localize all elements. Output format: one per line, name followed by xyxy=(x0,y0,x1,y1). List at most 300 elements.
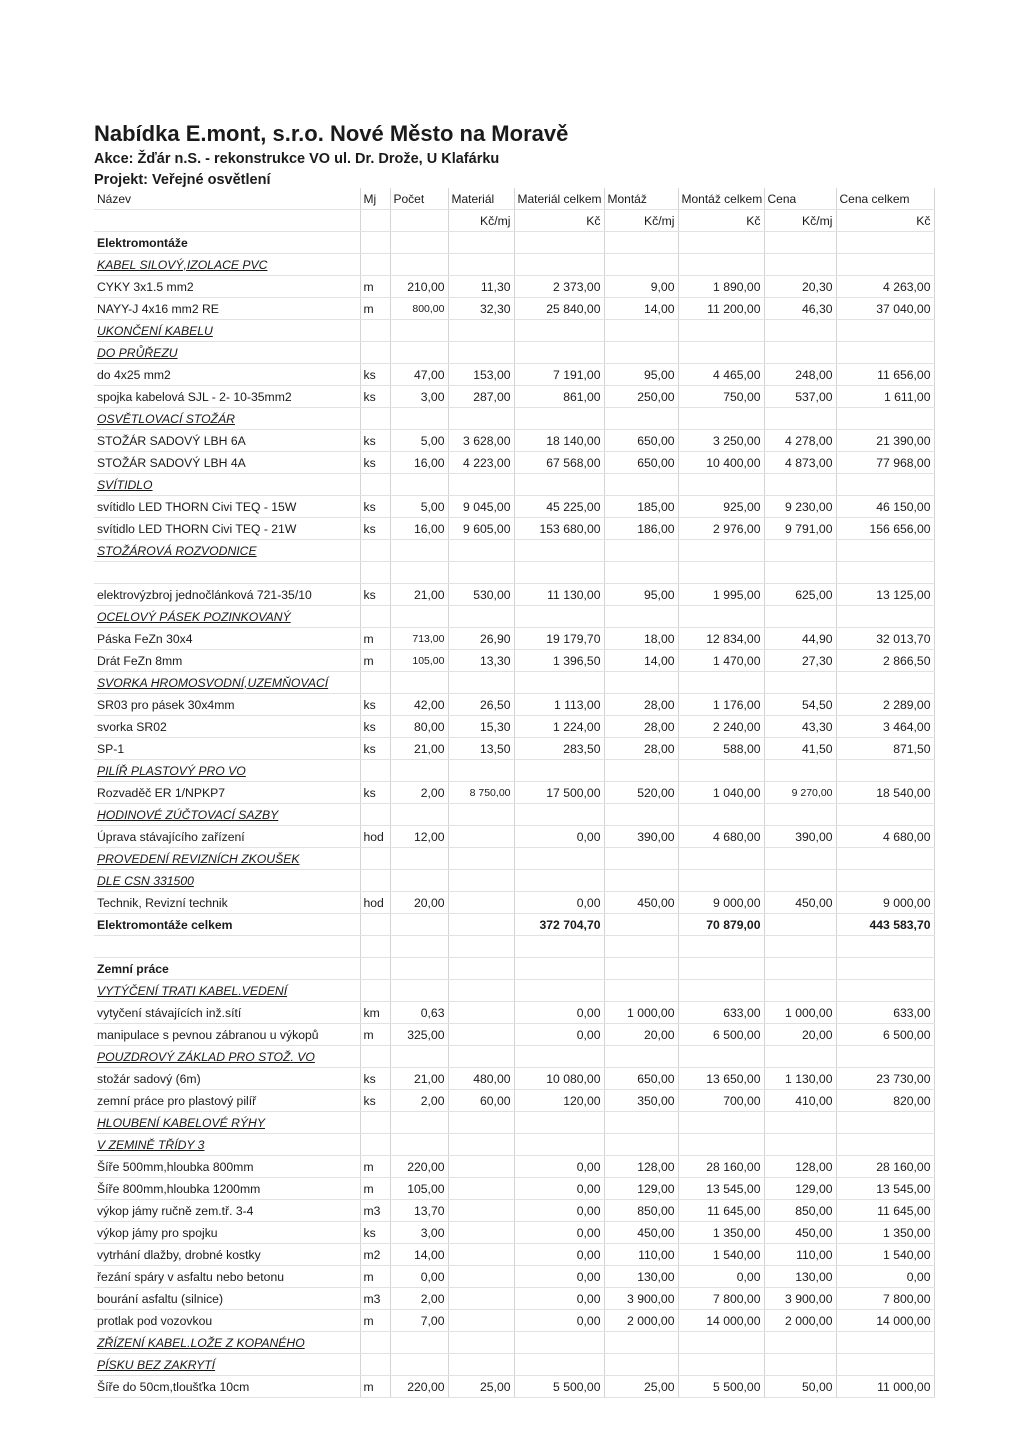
blank-item-name-cell xyxy=(94,562,360,584)
sub-price-cell xyxy=(764,474,836,496)
sub-material-price-cell xyxy=(448,1112,514,1134)
table-row xyxy=(94,1178,934,1200)
labor-price-cell: 1 000,00 xyxy=(604,1002,678,1024)
material-total-cell: 120,00 xyxy=(514,1090,604,1112)
labor-total-cell: 28 160,00 xyxy=(678,1156,764,1178)
sub-quantity-cell xyxy=(390,342,448,364)
material-total-cell: 0,00 xyxy=(514,1244,604,1266)
material-total-cell: 10 080,00 xyxy=(514,1068,604,1090)
unit-cell: m xyxy=(360,1376,390,1398)
sub-price-total-cell xyxy=(836,804,934,826)
col-header-material-total: Materiál celkem xyxy=(514,188,604,210)
quantity-cell: 47,00 xyxy=(390,364,448,386)
material-total-cell: 0,00 xyxy=(514,1024,604,1046)
section-header-row xyxy=(94,958,934,980)
sub-labor-total-cell xyxy=(678,606,764,628)
table-row xyxy=(94,1156,934,1178)
price-cell: 2 000,00 xyxy=(764,1310,836,1332)
subsection-row xyxy=(94,254,934,276)
sub-labor-total-cell xyxy=(678,980,764,1002)
sub-item-name-cell: SVORKA HROMOSVODNÍ,UZEMŇOVACÍ xyxy=(94,672,360,694)
sub-price-cell xyxy=(764,606,836,628)
unit-cell: km xyxy=(360,1002,390,1024)
quantity-cell: 16,00 xyxy=(390,518,448,540)
blank-material-price-cell xyxy=(448,936,514,958)
blank-labor-total-cell xyxy=(678,936,764,958)
price-total-cell: 4 680,00 xyxy=(836,826,934,848)
labor-total-cell: 14 000,00 xyxy=(678,1310,764,1332)
sub-quantity-cell xyxy=(390,320,448,342)
price-cell: 129,00 xyxy=(764,1178,836,1200)
sub-quantity-cell xyxy=(390,540,448,562)
sub-material-price-cell xyxy=(448,1046,514,1068)
table-row xyxy=(94,738,934,760)
sub-unit-cell xyxy=(360,342,390,364)
quantity-cell: 5,00 xyxy=(390,496,448,518)
table-row xyxy=(94,1024,934,1046)
material-price-cell: 60,00 xyxy=(448,1090,514,1112)
price-cell: 390,00 xyxy=(764,826,836,848)
price-total-cell: 1 611,00 xyxy=(836,386,934,408)
sub-material-total-cell xyxy=(514,1112,604,1134)
sec-price-cell xyxy=(764,958,836,980)
sub-labor-price-cell xyxy=(604,1332,678,1354)
col-header-montaz-total: Montáž celkem xyxy=(678,188,764,210)
unit-row xyxy=(94,210,934,232)
labor-total-cell: 6 500,00 xyxy=(678,1024,764,1046)
price-cell: 850,00 xyxy=(764,1200,836,1222)
sub-material-total-cell xyxy=(514,760,604,782)
tot-material-total-cell: 372 704,70 xyxy=(514,914,604,936)
unit-cell: m xyxy=(360,298,390,320)
material-price-cell xyxy=(448,1310,514,1332)
price-total-cell: 2 866,50 xyxy=(836,650,934,672)
blank-quantity-cell xyxy=(390,562,448,584)
action-line: Akce: Žďár n.S. - rekonstrukce VO ul. Dr. Drože, U Klafárku xyxy=(94,151,500,167)
price-total-cell: 37 040,00 xyxy=(836,298,934,320)
material-total-cell: 0,00 xyxy=(514,1288,604,1310)
material-total-cell: 0,00 xyxy=(514,1200,604,1222)
sub-unit-cell xyxy=(360,804,390,826)
unit-cell: ks xyxy=(360,738,390,760)
price-cell: 1 130,00 xyxy=(764,1068,836,1090)
sub-material-total-cell xyxy=(514,474,604,496)
sub-material-total-cell xyxy=(514,408,604,430)
item-name-cell: vytrhání dlažby, drobné kostky xyxy=(94,1244,360,1266)
sub-labor-total-cell xyxy=(678,540,764,562)
labor-price-cell: 185,00 xyxy=(604,496,678,518)
labor-price-cell: 186,00 xyxy=(604,518,678,540)
material-price-cell xyxy=(448,1024,514,1046)
labor-price-cell: 128,00 xyxy=(604,1156,678,1178)
sub-price-cell xyxy=(764,804,836,826)
labor-price-cell: 95,00 xyxy=(604,364,678,386)
sub-price-cell xyxy=(764,1332,836,1354)
tot-price-total-cell: 443 583,70 xyxy=(836,914,934,936)
quantity-cell: 21,00 xyxy=(390,1068,448,1090)
unit-cell: m xyxy=(360,1156,390,1178)
material-price-cell: 25,00 xyxy=(448,1376,514,1398)
item-name-cell: Šíře 500mm,hloubka 800mm xyxy=(94,1156,360,1178)
price-cell: 128,00 xyxy=(764,1156,836,1178)
table-row xyxy=(94,1376,934,1398)
unit-cell: Kč/mj xyxy=(764,210,836,232)
labor-total-cell: 13 545,00 xyxy=(678,1178,764,1200)
price-total-cell: 1 350,00 xyxy=(836,1222,934,1244)
price-total-cell: 28 160,00 xyxy=(836,1156,934,1178)
sub-quantity-cell xyxy=(390,254,448,276)
table-row xyxy=(94,650,934,672)
item-name-cell: Páska FeZn 30x4 xyxy=(94,628,360,650)
price-total-cell: 21 390,00 xyxy=(836,430,934,452)
sub-labor-total-cell xyxy=(678,870,764,892)
unit-cell: Kč/mj xyxy=(604,210,678,232)
subsection-row xyxy=(94,540,934,562)
col-header-mj: Mj xyxy=(360,188,390,210)
price-cell: 46,30 xyxy=(764,298,836,320)
sub-material-total-cell xyxy=(514,1046,604,1068)
labor-total-cell: 3 250,00 xyxy=(678,430,764,452)
sub-labor-total-cell xyxy=(678,760,764,782)
sub-item-name-cell: KABEL SILOVÝ,IZOLACE PVC xyxy=(94,254,360,276)
sub-item-name-cell: PILÍŘ PLASTOVÝ PRO VO xyxy=(94,760,360,782)
unit-cell: m xyxy=(360,628,390,650)
labor-total-cell: 9 000,00 xyxy=(678,892,764,914)
sub-price-total-cell xyxy=(836,320,934,342)
material-total-cell: 861,00 xyxy=(514,386,604,408)
blank-labor-price-cell xyxy=(604,562,678,584)
labor-total-cell: 2 240,00 xyxy=(678,716,764,738)
price-cell: 9 791,00 xyxy=(764,518,836,540)
sec-material-total-cell xyxy=(514,958,604,980)
sub-unit-cell xyxy=(360,254,390,276)
price-cell: 41,50 xyxy=(764,738,836,760)
unit-cell: Kč xyxy=(514,210,604,232)
quantity-cell: 3,00 xyxy=(390,386,448,408)
item-name-cell: Úprava stávajícího zařízení xyxy=(94,826,360,848)
labor-total-cell: 1 995,00 xyxy=(678,584,764,606)
blank-material-total-cell xyxy=(514,562,604,584)
labor-price-cell: 129,00 xyxy=(604,1178,678,1200)
labor-price-cell: 14,00 xyxy=(604,298,678,320)
sub-item-name-cell: HODINOVÉ ZÚČTOVACÍ SAZBY xyxy=(94,804,360,826)
subsection-row xyxy=(94,804,934,826)
subsection-row xyxy=(94,1354,934,1376)
sub-labor-price-cell xyxy=(604,980,678,1002)
unit-cell: m xyxy=(360,1178,390,1200)
labor-price-cell: 850,00 xyxy=(604,1200,678,1222)
sub-material-price-cell xyxy=(448,1354,514,1376)
sub-material-price-cell xyxy=(448,474,514,496)
price-total-cell: 18 540,00 xyxy=(836,782,934,804)
price-cell: 130,00 xyxy=(764,1266,836,1288)
subsection-row xyxy=(94,320,934,342)
material-total-cell: 2 373,00 xyxy=(514,276,604,298)
sub-labor-total-cell xyxy=(678,320,764,342)
sub-price-cell xyxy=(764,320,836,342)
table-row xyxy=(94,1310,934,1332)
price-total-cell: 23 730,00 xyxy=(836,1068,934,1090)
sec-labor-price-cell xyxy=(604,232,678,254)
quantity-cell: 220,00 xyxy=(390,1376,448,1398)
blank-material-total-cell xyxy=(514,936,604,958)
item-name-cell: bourání asfaltu (silnice) xyxy=(94,1288,360,1310)
sub-material-total-cell xyxy=(514,606,604,628)
price-total-cell: 11 645,00 xyxy=(836,1200,934,1222)
table-row xyxy=(94,430,934,452)
material-total-cell: 0,00 xyxy=(514,1178,604,1200)
item-name-cell: spojka kabelová SJL - 2- 10-35mm2 xyxy=(94,386,360,408)
material-total-cell: 0,00 xyxy=(514,826,604,848)
item-name-cell: NAYY-J 4x16 mm2 RE xyxy=(94,298,360,320)
sub-item-name-cell: V ZEMINĚ TŘÍDY 3 xyxy=(94,1134,360,1156)
price-cell: 54,50 xyxy=(764,694,836,716)
material-price-cell: 153,00 xyxy=(448,364,514,386)
material-price-cell xyxy=(448,1244,514,1266)
quantity-cell: 20,00 xyxy=(390,892,448,914)
sub-labor-price-cell xyxy=(604,1134,678,1156)
table-row xyxy=(94,1200,934,1222)
sub-item-name-cell: OCELOVÝ PÁSEK POZINKOVANÝ xyxy=(94,606,360,628)
table-row xyxy=(94,716,934,738)
table-row xyxy=(94,694,934,716)
unit-cell: m xyxy=(360,1310,390,1332)
quantity-cell: 105,00 xyxy=(390,1178,448,1200)
unit-cell: ks xyxy=(360,518,390,540)
unit-cell: ks xyxy=(360,386,390,408)
unit-cell: m2 xyxy=(360,1244,390,1266)
material-price-cell xyxy=(448,1178,514,1200)
unit-cell: ks xyxy=(360,584,390,606)
labor-total-cell: 7 800,00 xyxy=(678,1288,764,1310)
sub-item-name-cell: PROVEDENÍ REVIZNÍCH ZKOUŠEK xyxy=(94,848,360,870)
sub-labor-total-cell xyxy=(678,804,764,826)
material-price-cell: 3 628,00 xyxy=(448,430,514,452)
sub-labor-total-cell xyxy=(678,1134,764,1156)
sub-material-price-cell xyxy=(448,408,514,430)
price-cell: 450,00 xyxy=(764,1222,836,1244)
sub-material-total-cell xyxy=(514,848,604,870)
quantity-cell: 210,00 xyxy=(390,276,448,298)
sub-material-total-cell xyxy=(514,980,604,1002)
sec-unit-cell xyxy=(360,958,390,980)
price-total-cell: 1 540,00 xyxy=(836,1244,934,1266)
item-name-cell: svítidlo LED THORN Civi TEQ - 21W xyxy=(94,518,360,540)
item-name-cell: stožár sadový (6m) xyxy=(94,1068,360,1090)
sub-material-price-cell xyxy=(448,848,514,870)
unit-cell: ks xyxy=(360,452,390,474)
blank-price-cell xyxy=(764,936,836,958)
sub-material-total-cell xyxy=(514,870,604,892)
sub-unit-cell xyxy=(360,540,390,562)
labor-price-cell: 110,00 xyxy=(604,1244,678,1266)
sub-labor-total-cell xyxy=(678,1354,764,1376)
labor-price-cell: 450,00 xyxy=(604,892,678,914)
material-price-cell: 13,50 xyxy=(448,738,514,760)
price-cell: 625,00 xyxy=(764,584,836,606)
unit-cell xyxy=(94,210,360,232)
material-price-cell xyxy=(448,1200,514,1222)
price-cell: 410,00 xyxy=(764,1090,836,1112)
item-name-cell: protlak pod vozovkou xyxy=(94,1310,360,1332)
sub-price-cell xyxy=(764,1046,836,1068)
labor-total-cell: 633,00 xyxy=(678,1002,764,1024)
sub-material-total-cell xyxy=(514,320,604,342)
sec-labor-total-cell xyxy=(678,232,764,254)
sub-unit-cell xyxy=(360,408,390,430)
unit-cell: ks xyxy=(360,1222,390,1244)
section-header-row xyxy=(94,232,934,254)
subsection-row xyxy=(94,848,934,870)
col-header-material: Materiál xyxy=(448,188,514,210)
labor-total-cell: 11 645,00 xyxy=(678,1200,764,1222)
price-cell: 248,00 xyxy=(764,364,836,386)
table-row xyxy=(94,1002,934,1024)
price-total-cell: 871,50 xyxy=(836,738,934,760)
sub-quantity-cell xyxy=(390,980,448,1002)
sub-material-price-cell xyxy=(448,254,514,276)
price-cell: 20,30 xyxy=(764,276,836,298)
sub-labor-total-cell xyxy=(678,342,764,364)
material-price-cell: 26,90 xyxy=(448,628,514,650)
table-row xyxy=(94,452,934,474)
subsection-row xyxy=(94,1134,934,1156)
labor-total-cell: 5 500,00 xyxy=(678,1376,764,1398)
sec-labor-price-cell xyxy=(604,958,678,980)
blank-labor-total-cell xyxy=(678,562,764,584)
subsection-row xyxy=(94,1112,934,1134)
quantity-cell: 12,00 xyxy=(390,826,448,848)
labor-price-cell: 350,00 xyxy=(604,1090,678,1112)
tot-price-cell xyxy=(764,914,836,936)
price-cell: 9 230,00 xyxy=(764,496,836,518)
sub-labor-price-cell xyxy=(604,408,678,430)
material-total-cell: 18 140,00 xyxy=(514,430,604,452)
table-row xyxy=(94,518,934,540)
subsection-row xyxy=(94,980,934,1002)
item-name-cell: manipulace s pevnou zábranou u výkopů xyxy=(94,1024,360,1046)
table-row xyxy=(94,826,934,848)
labor-price-cell: 28,00 xyxy=(604,694,678,716)
price-cell: 537,00 xyxy=(764,386,836,408)
sub-price-total-cell xyxy=(836,540,934,562)
quantity-cell: 220,00 xyxy=(390,1156,448,1178)
subsection-row xyxy=(94,606,934,628)
tot-material-price-cell xyxy=(448,914,514,936)
labor-price-cell: 20,00 xyxy=(604,1024,678,1046)
material-price-cell: 480,00 xyxy=(448,1068,514,1090)
tot-item-name-cell: Elektromontáže celkem xyxy=(94,914,360,936)
col-header-cena-total: Cena celkem xyxy=(836,188,934,210)
price-cell: 4 278,00 xyxy=(764,430,836,452)
sec-labor-total-cell xyxy=(678,958,764,980)
price-total-cell: 633,00 xyxy=(836,1002,934,1024)
price-cell: 450,00 xyxy=(764,892,836,914)
unit-cell: ks xyxy=(360,1068,390,1090)
document-title: Nabídka E.mont, s.r.o. Nové Město na Moravě xyxy=(94,121,569,146)
labor-price-cell: 130,00 xyxy=(604,1266,678,1288)
unit-cell: ks xyxy=(360,364,390,386)
sub-unit-cell xyxy=(360,1332,390,1354)
sub-price-total-cell xyxy=(836,1354,934,1376)
sub-price-total-cell xyxy=(836,760,934,782)
price-total-cell: 11 656,00 xyxy=(836,364,934,386)
item-name-cell: do 4x25 mm2 xyxy=(94,364,360,386)
sub-quantity-cell xyxy=(390,1332,448,1354)
quantity-cell: 325,00 xyxy=(390,1024,448,1046)
item-name-cell: Drát FeZn 8mm xyxy=(94,650,360,672)
section-total-row xyxy=(94,914,934,936)
price-cell: 110,00 xyxy=(764,1244,836,1266)
sub-price-cell xyxy=(764,408,836,430)
material-total-cell: 1 224,00 xyxy=(514,716,604,738)
price-table xyxy=(94,188,935,1398)
unit-cell: hod xyxy=(360,826,390,848)
unit-cell: m3 xyxy=(360,1200,390,1222)
sub-price-cell xyxy=(764,980,836,1002)
material-price-cell xyxy=(448,1002,514,1024)
sub-item-name-cell: HLOUBENÍ KABELOVÉ RÝHY xyxy=(94,1112,360,1134)
table-row xyxy=(94,628,934,650)
sub-item-name-cell: POUZDROVÝ ZÁKLAD PRO STOŽ. VO xyxy=(94,1046,360,1068)
sub-unit-cell xyxy=(360,320,390,342)
labor-total-cell: 4 680,00 xyxy=(678,826,764,848)
subsection-row xyxy=(94,1046,934,1068)
sub-labor-price-cell xyxy=(604,1046,678,1068)
sub-item-name-cell: DLE CSN 331500 xyxy=(94,870,360,892)
sub-material-total-cell xyxy=(514,540,604,562)
table-row xyxy=(94,386,934,408)
quantity-cell: 0,00 xyxy=(390,1266,448,1288)
sub-labor-price-cell xyxy=(604,1354,678,1376)
sub-quantity-cell xyxy=(390,672,448,694)
unit-cell: ks xyxy=(360,430,390,452)
labor-price-cell: 3 900,00 xyxy=(604,1288,678,1310)
sub-item-name-cell: VYTÝČENÍ TRATI KABEL.VEDENÍ xyxy=(94,980,360,1002)
labor-total-cell: 1 176,00 xyxy=(678,694,764,716)
sub-quantity-cell xyxy=(390,474,448,496)
quantity-cell: 713,00 xyxy=(390,628,448,650)
labor-total-cell: 1 540,00 xyxy=(678,1244,764,1266)
sub-material-price-cell xyxy=(448,760,514,782)
quantity-cell: 2,00 xyxy=(390,1090,448,1112)
sub-material-price-cell xyxy=(448,320,514,342)
sub-labor-price-cell xyxy=(604,606,678,628)
price-cell: 44,90 xyxy=(764,628,836,650)
sub-material-price-cell xyxy=(448,980,514,1002)
labor-total-cell: 0,00 xyxy=(678,1266,764,1288)
item-name-cell: CYKY 3x1.5 mm2 xyxy=(94,276,360,298)
material-total-cell: 11 130,00 xyxy=(514,584,604,606)
subsection-row xyxy=(94,760,934,782)
labor-total-cell: 925,00 xyxy=(678,496,764,518)
price-total-cell: 0,00 xyxy=(836,1266,934,1288)
sub-labor-total-cell xyxy=(678,848,764,870)
item-name-cell: výkop jámy ručně zem.tř. 3-4 xyxy=(94,1200,360,1222)
price-total-cell: 46 150,00 xyxy=(836,496,934,518)
table-row xyxy=(94,782,934,804)
price-cell: 27,30 xyxy=(764,650,836,672)
sub-material-price-cell xyxy=(448,1332,514,1354)
quantity-cell: 0,63 xyxy=(390,1002,448,1024)
sub-price-total-cell xyxy=(836,408,934,430)
sec-price-total-cell xyxy=(836,958,934,980)
material-price-cell xyxy=(448,1156,514,1178)
sub-labor-total-cell xyxy=(678,1046,764,1068)
material-price-cell xyxy=(448,1266,514,1288)
material-price-cell: 11,30 xyxy=(448,276,514,298)
unit-cell: m3 xyxy=(360,1288,390,1310)
